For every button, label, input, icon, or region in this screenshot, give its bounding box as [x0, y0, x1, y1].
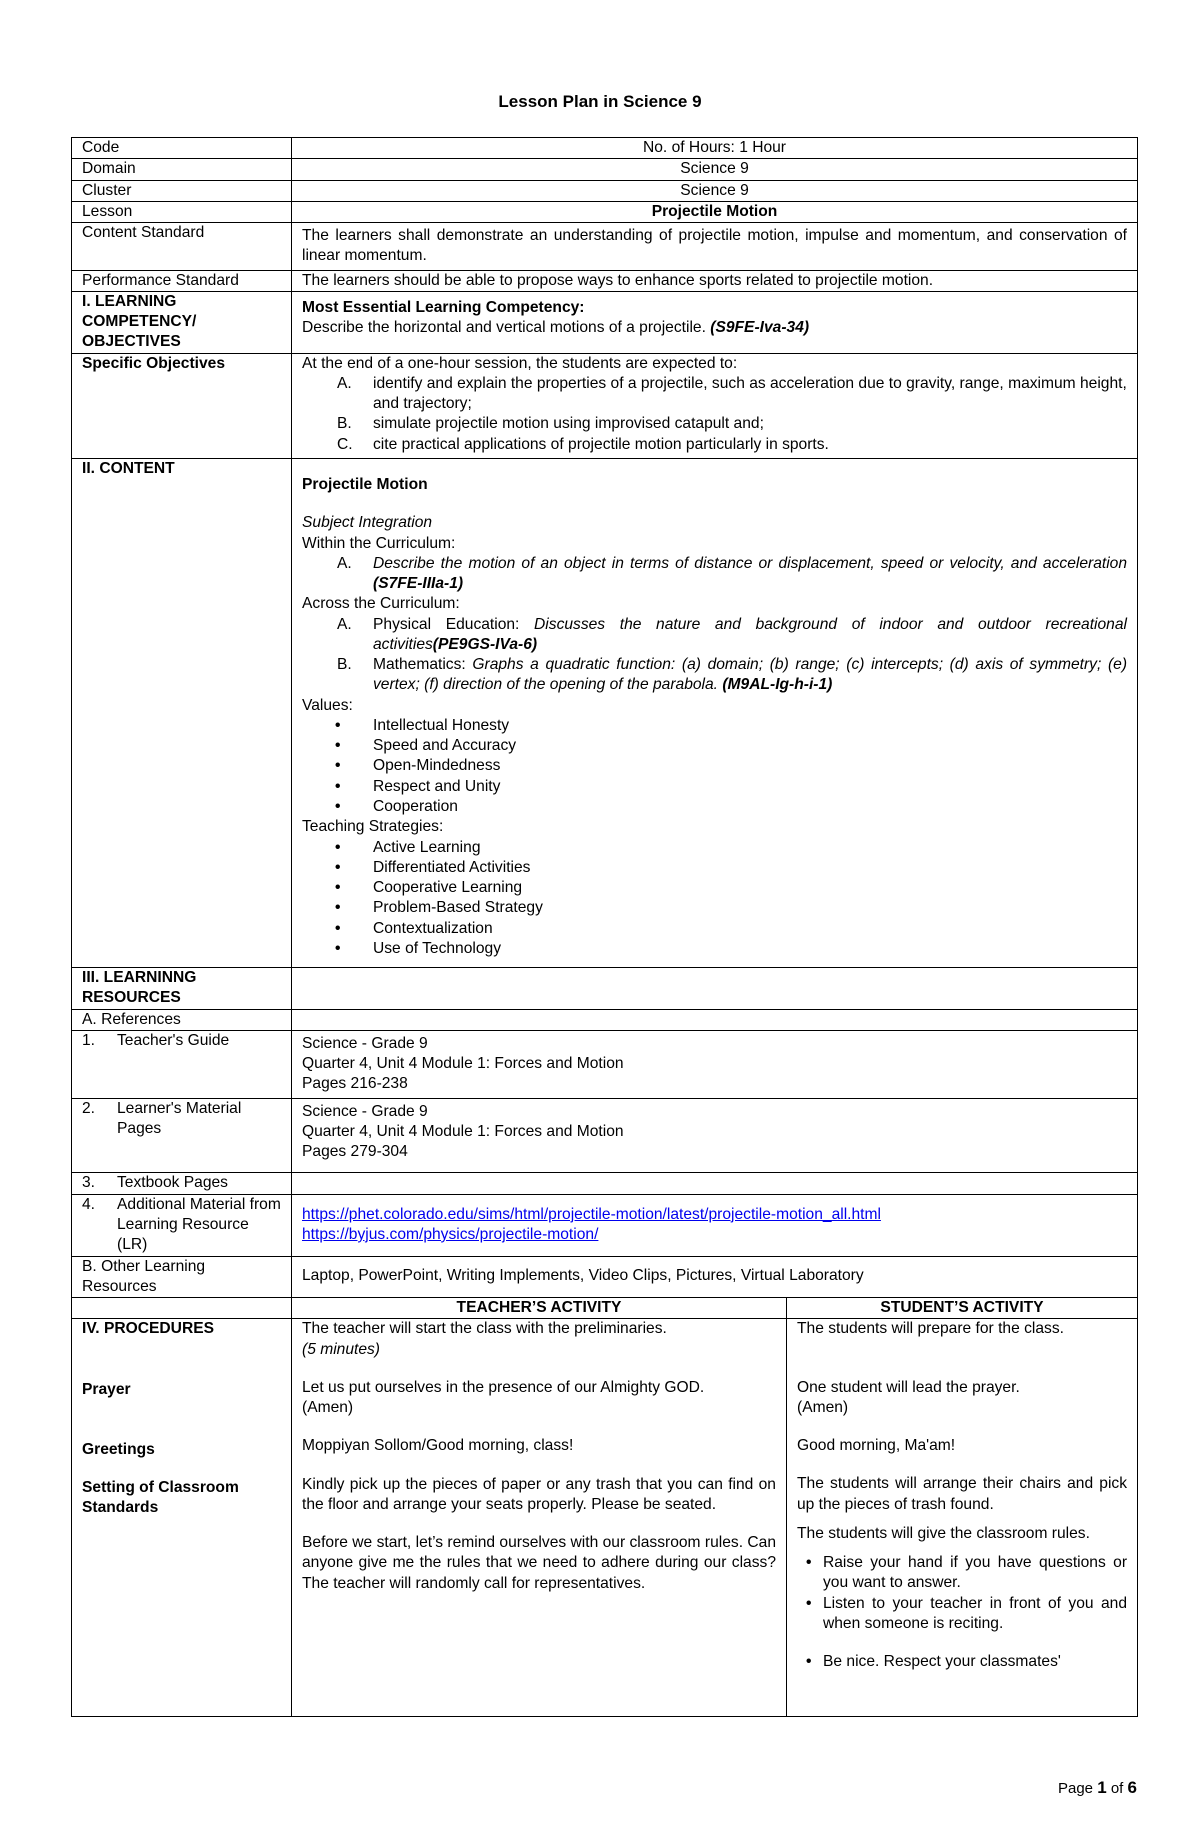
prayer-teacher-amen: (Amen) — [302, 1399, 354, 1417]
textbook-label-cell: 3. Textbook Pages — [72, 1173, 292, 1194]
specific-objectives-cell — [292, 353, 1138, 458]
code-value: No. of Hours: 1 Hour — [292, 138, 1138, 159]
lesson-plan-table — [71, 137, 1138, 1717]
prayer-student: One student will lead the prayer. — [797, 1378, 1020, 1396]
strategy-item: • Active Learning — [302, 838, 1127, 858]
strategy-item: • Use of Technology — [302, 939, 1127, 959]
procedures-label-cell — [72, 1319, 292, 1717]
teachers-guide-row — [72, 1030, 1138, 1098]
page-total: 6 — [1127, 1778, 1137, 1797]
across-item-pe: A. Physical Education: Discusses the nature and background of indoor and outdoor recreational activities(PE9GS-IVa-6) — [337, 615, 1127, 653]
prayer-label: Prayer — [82, 1380, 131, 1398]
lesson-value: Projectile Motion — [292, 201, 1138, 222]
additional-material-label-cell: 4. Additional Material from Learning Resource (LR) — [72, 1194, 292, 1256]
greetings-teacher: Moppiyan Sollom/Good morning, class! — [302, 1437, 574, 1455]
strategy-item: • Contextualization — [302, 919, 1127, 939]
other-resources-value: Laptop, PowerPoint, Writing Implements, Video Clips, Pictures, Virtual Laboratory — [292, 1256, 1138, 1298]
other-resources-row — [72, 1256, 1138, 1298]
references-row — [72, 1009, 1138, 1030]
value-item: • Cooperation — [302, 797, 1127, 817]
domain-value: Science 9 — [292, 159, 1138, 180]
student-activity-header: STUDENT’S ACTIVITY — [787, 1298, 1138, 1319]
objectives-intro: At the end of a one-hour session, the students are expected to: — [302, 354, 738, 372]
rule-item: • Be nice. Respect your classmates' — [797, 1652, 1127, 1672]
teachers-guide-value: Science - Grade 9 Quarter 4, Unit 4 Module 1: Forces and Motion Pages 216-238 — [292, 1030, 1138, 1098]
references-empty-cell — [292, 1009, 1138, 1030]
performance-standard-value: The learners should be able to propose ways to enhance sports related to projectile motion. — [292, 270, 1138, 291]
content-standard-row — [72, 223, 1138, 271]
values-list — [302, 716, 1127, 817]
learners-material-label: Learner's Material Pages — [117, 1099, 242, 1137]
of-word: of — [1110, 1780, 1124, 1797]
rule-item: • Raise your hand if you have questions or you want to answer. — [797, 1553, 1127, 1594]
resources-row — [72, 968, 1138, 1010]
activity-header-row — [72, 1298, 1138, 1319]
procedures-row — [72, 1319, 1138, 1717]
resources-label: III. LEARNINNG RESOURCES — [72, 968, 292, 1010]
other-resources-label: B. Other Learning Resources — [72, 1256, 292, 1298]
competency-heading: Most Essential Learning Competency: — [302, 298, 585, 316]
teachers-guide-label-cell: 1. Teacher's Guide — [72, 1030, 292, 1098]
across-curriculum-list — [302, 615, 1127, 696]
prayer-student-amen: (Amen) — [797, 1398, 849, 1416]
content-label: II. CONTENT — [72, 458, 292, 967]
standards-student-2: The students will give the classroom rules. — [797, 1524, 1090, 1542]
additional-material-row — [72, 1194, 1138, 1256]
document-title: Lesson Plan in Science 9 — [498, 92, 702, 111]
cluster-row — [72, 180, 1138, 201]
activity-header-empty — [72, 1298, 292, 1319]
within-curriculum-label: Within the Curriculum: — [302, 534, 456, 552]
competency-row — [72, 291, 1138, 353]
teacher-intro: The teacher will start the class with the preliminaries. — [302, 1320, 667, 1338]
strategy-item: • Cooperative Learning — [302, 878, 1127, 898]
teacher-time: (5 minutes) — [302, 1340, 380, 1358]
strategies-list — [302, 838, 1127, 960]
references-label: A. References — [72, 1009, 292, 1030]
textbook-empty-cell — [292, 1173, 1138, 1194]
objective-item: A. identify and explain the properties of a projectile, such as acceleration due to gravity, range, maximum height, and trajectory; — [337, 374, 1127, 413]
lesson-row — [72, 201, 1138, 222]
page-number: 1 — [1097, 1778, 1107, 1797]
domain-label: Domain — [72, 159, 292, 180]
teacher-activity-cell — [292, 1319, 787, 1717]
objective-item: C. cite practical applications of projectile motion particularly in sports. — [337, 435, 829, 453]
learners-material-value: Science - Grade 9 Quarter 4, Unit 4 Module 1: Forces and Motion Pages 279-304 — [292, 1098, 1138, 1173]
across-item-math: B. Mathematics: Graphs a quadratic function: (a) domain; (b) range; (c) intercepts; (d) axis of symmetry; (e) vertex; (f) direction of the opening of the parabola. (M9AL-Ig-h-i-1) — [337, 656, 1128, 694]
values-label: Values: — [302, 696, 353, 714]
page-word: Page — [1057, 1780, 1094, 1797]
student-intro: The students will prepare for the class. — [797, 1320, 1064, 1338]
lesson-label: Lesson — [72, 201, 292, 222]
competency-text-line — [302, 318, 1127, 338]
cluster-value: Science 9 — [292, 180, 1138, 201]
specific-objectives-label: Specific Objectives — [72, 353, 292, 458]
subject-integration-label: Subject Integration — [302, 514, 433, 532]
content-cell — [292, 458, 1138, 967]
content-standard-label: Content Standard — [72, 223, 292, 271]
textbook-row — [72, 1173, 1138, 1194]
phet-link[interactable]: https://phet.colorado.edu/sims/html/projectile-motion/latest/projectile-motion_all.html — [302, 1205, 881, 1223]
page-footer — [1058, 1778, 1137, 1798]
standards-teacher-1: Kindly pick up the pieces of paper or any trash that you can find on the floor and arrange your seats properly. Please be seated. — [302, 1475, 776, 1513]
learners-material-row — [72, 1098, 1138, 1173]
specific-objectives-row — [72, 353, 1138, 458]
teachers-guide-label: Teacher's Guide — [117, 1031, 230, 1049]
procedures-label: IV. PROCEDURES — [82, 1320, 215, 1338]
resources-empty-cell — [292, 968, 1138, 1010]
value-item: • Intellectual Honesty — [302, 716, 1127, 736]
competency-cell — [292, 291, 1138, 353]
performance-standard-label: Performance Standard — [72, 270, 292, 291]
teacher-activity-header: TEACHER’S ACTIVITY — [292, 1298, 787, 1319]
within-curriculum-list — [302, 554, 1127, 595]
cluster-label: Cluster — [72, 180, 292, 201]
greetings-label: Greetings — [82, 1440, 155, 1458]
prayer-teacher: Let us put ourselves in the presence of our Almighty GOD. — [302, 1378, 705, 1396]
code-row — [72, 138, 1138, 159]
student-activity-cell — [787, 1319, 1138, 1717]
greetings-student: Good morning, Ma'am! — [797, 1437, 956, 1455]
competency-text: Describe the horizontal and vertical motions of a projectile. — [302, 319, 706, 337]
competency-code: (S9FE-Iva-34) — [710, 319, 810, 337]
standards-teacher-2: Before we start, let’s remind ourselves with our classroom rules. Can anyone give me the rules that we need to adhere during our class? The teacher will randomly call for representatives. — [302, 1534, 776, 1592]
domain-row — [72, 159, 1138, 180]
standards-student-1: The students will arrange their chairs and pick up the pieces of trash found. — [797, 1475, 1128, 1513]
code-label: Code — [72, 138, 292, 159]
learners-material-label-cell: 2. Learner's Material Pages — [72, 1098, 292, 1173]
additional-material-value — [292, 1194, 1138, 1256]
competency-label: I. LEARNING COMPETENCY/ OBJECTIVES — [72, 291, 292, 353]
additional-material-label: Additional Material from Learning Resource (LR) — [117, 1195, 281, 1254]
value-item: • Speed and Accuracy — [302, 736, 1127, 756]
rule-item: • Listen to your teacher in front of you and when someone is reciting. — [797, 1594, 1127, 1635]
byjus-link[interactable]: https://byjus.com/physics/projectile-motion/ — [302, 1226, 599, 1244]
value-item: • Open-Mindedness — [302, 756, 1127, 776]
objectives-list — [302, 374, 1127, 455]
textbook-label: Textbook Pages — [117, 1174, 228, 1192]
strategies-label: Teaching Strategies: — [302, 818, 444, 836]
within-item: A. Describe the motion of an object in terms of distance or displacement, speed or velocity, and acceleration (S7FE-IIIa-1) — [337, 554, 1128, 593]
across-curriculum-label: Across the Curriculum: — [302, 595, 460, 613]
value-item: • Respect and Unity — [302, 777, 1127, 797]
content-standard-value: The learners shall demonstrate an understanding of projectile motion, impulse and momentum, and conservation of linear momentum. — [292, 223, 1138, 271]
objective-item: B. simulate projectile motion using improvised catapult and; — [337, 415, 764, 433]
strategy-item: • Differentiated Activities — [302, 858, 1127, 878]
strategy-item: • Problem-Based Strategy — [302, 898, 1127, 918]
standards-label: Setting of Classroom Standards — [82, 1479, 239, 1517]
content-row — [72, 458, 1138, 967]
performance-standard-row — [72, 270, 1138, 291]
content-title: Projectile Motion — [302, 475, 428, 493]
rules-list — [797, 1553, 1127, 1672]
